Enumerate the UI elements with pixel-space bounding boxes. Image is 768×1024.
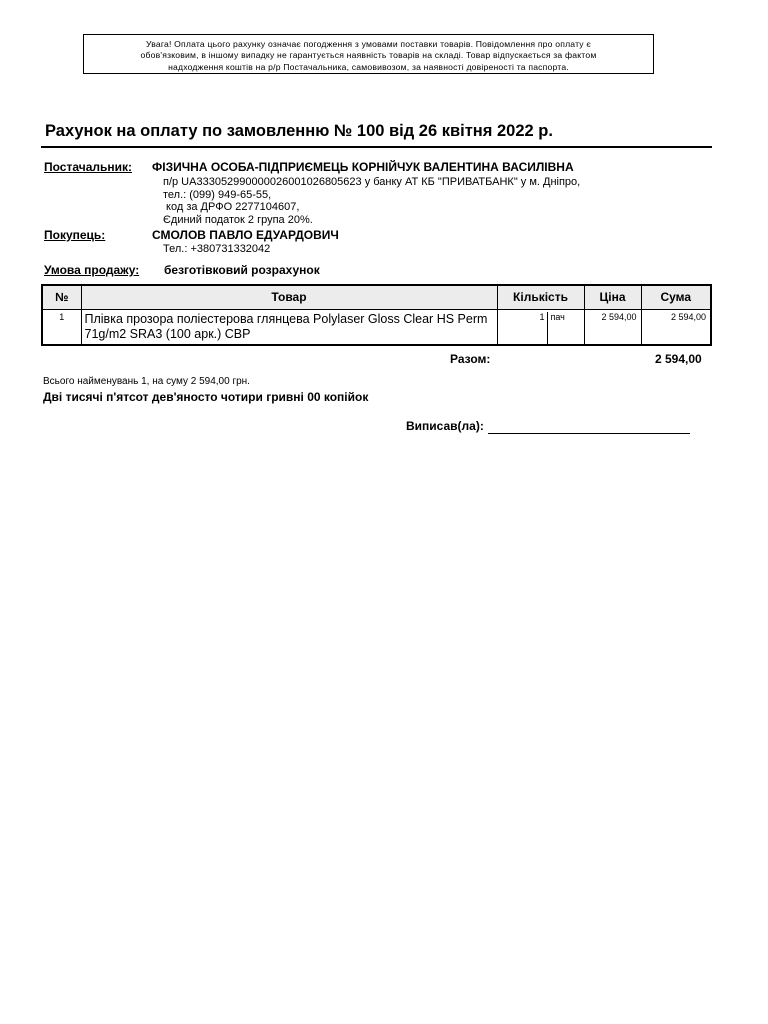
notice-line-2: обов'язковим, в іншому випадку не гарантується наявність товарів на складі. Товар відпускається за фактом: [140, 50, 597, 61]
items-table: [41, 284, 712, 346]
row-price: 2 594,00: [584, 309, 641, 345]
table-header-row: [42, 285, 711, 309]
supplier-label: Постачальник:: [44, 160, 132, 174]
title-divider: [41, 146, 712, 148]
payment-notice: [83, 34, 654, 74]
row-quantity-cell: [497, 309, 584, 345]
sale-terms-value: безготівковий розрахунок: [164, 263, 320, 277]
row-item-name: Плівка прозора поліестерова глянцева Polylaser Gloss Clear HS Perm 71g/m2 SRA3 (100 арк.) CBP: [81, 309, 497, 345]
total-value: 2 594,00: [655, 352, 702, 366]
supplier-tax-group: Єдиний податок 2 група 20%.: [163, 213, 313, 226]
buyer-phone: Тел.: +380731332042: [163, 243, 271, 255]
amount-in-words: Дві тисячі п'ятсот дев'яносто чотири гривні 00 копійок: [43, 390, 369, 404]
invoice-title: Рахунок на оплату по замовленню № 100 від 26 квітня 2022 р.: [45, 122, 553, 140]
table-row: [42, 309, 711, 345]
header-qty: Кількість: [497, 285, 584, 309]
supplier-details: [163, 176, 580, 226]
signed-by-label: Виписав(ла):: [406, 419, 484, 433]
row-quantity: 1: [498, 312, 548, 344]
supplier-bank-account: п/р UA333052990000026001026805623 у банку АТ КБ "ПРИВАТБАНК" у м. Дніпро,: [163, 176, 581, 188]
row-sum: 2 594,00: [641, 309, 711, 345]
header-price: Ціна: [584, 285, 641, 309]
items-summary: Всього найменувань 1, на суму 2 594,00 грн.: [43, 376, 250, 387]
buyer-name: СМОЛОВ ПАВЛО ЕДУАРДОВИЧ: [152, 228, 339, 242]
signature-line: [488, 433, 690, 434]
header-no: №: [42, 285, 81, 309]
row-number: 1: [42, 309, 81, 345]
supplier-phone: тел.: (099) 949-65-55,: [163, 188, 272, 201]
notice-line-3: надходження коштів на р/р Постачальника, самовивозом, за наявності довіреності та паспорта.: [168, 61, 569, 72]
sale-terms-label: Умова продажу:: [44, 263, 140, 277]
header-item: Товар: [81, 285, 497, 309]
header-sum: Сума: [641, 285, 711, 309]
notice-line-1: Увага! Оплата цього рахунку означає погодження з умовами поставки товарів. Повідомлення про оплату є: [146, 39, 591, 49]
row-unit: пач: [550, 311, 565, 322]
supplier-tax-code: код за ДРФО 2277104607,: [163, 201, 300, 213]
supplier-name: ФІЗИЧНА ОСОБА-ПІДПРИЄМЕЦЬ КОРНІЙЧУК ВАЛЕНТИНА ВАСИЛІВНА: [152, 160, 574, 174]
buyer-label: Покупець:: [44, 228, 106, 242]
total-label: Разом:: [450, 352, 491, 366]
